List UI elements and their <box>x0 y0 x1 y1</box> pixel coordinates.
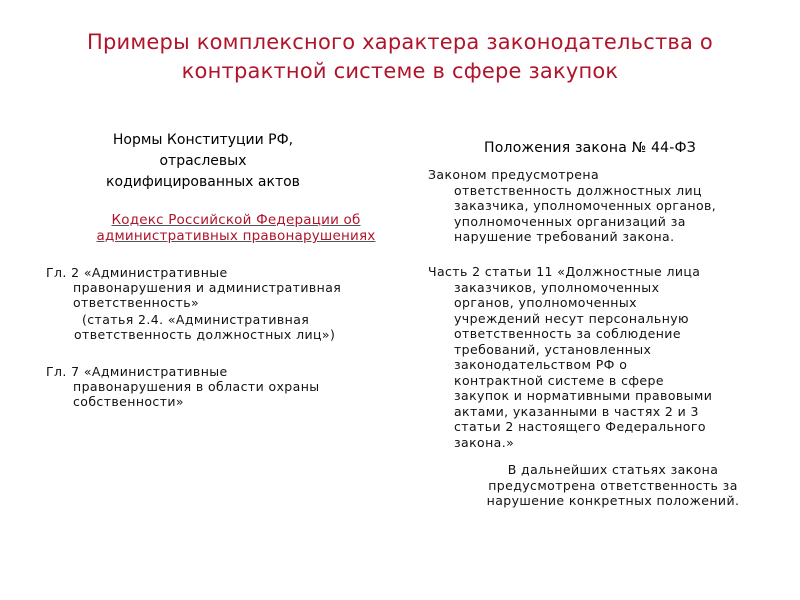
paragraph-line: заказчиков, уполномоченных <box>454 279 660 295</box>
paragraph-line: закупок и нормативными правовыми <box>454 388 713 403</box>
slide-title-line: Примеры комплексного характера законодательства о <box>87 30 713 54</box>
paragraph-line: правонарушения и административная <box>73 280 342 295</box>
paragraph-line: ответственность должностных лиц») <box>74 327 336 342</box>
paragraph-line: актами, указанными в частях 2 и 3 <box>454 403 699 419</box>
paragraph-line: органов, уполномоченных <box>454 295 637 310</box>
paragraph-line: собственности» <box>73 394 184 409</box>
paragraph-line: контрактной системе в сфере <box>454 372 664 388</box>
paragraph-line: заказчика, уполномоченных органов, <box>454 198 717 213</box>
right-paragraph-law-responsibility <box>428 167 773 245</box>
right-paragraph-further-articles <box>452 462 774 509</box>
paragraph-line: уполномоченных организаций за <box>454 213 686 229</box>
left-paragraph-article-2-4 <box>74 312 392 342</box>
paragraph-line: правонарушения в области охраны <box>73 379 320 394</box>
heading-line: Нормы Конституции РФ, <box>112 132 294 148</box>
paragraph-line: закона.» <box>454 434 515 450</box>
paragraph-line: Законом предусмотрена <box>428 167 600 182</box>
paragraph-line: ответственность за соблюдение <box>454 326 681 341</box>
paragraph-line: ответственность» <box>73 295 200 310</box>
heading-line: кодифицированных актов <box>106 174 300 190</box>
left-paragraph-chapter-7 <box>46 364 396 409</box>
paragraph-line: предусмотрена ответственность за <box>488 477 738 493</box>
paragraph-line: нарушение требований закона. <box>454 229 675 244</box>
paragraph-line: ответственность должностных лиц <box>454 182 702 198</box>
codex-link-line[interactable]: административных правонарушениях <box>96 228 376 244</box>
paragraph-line: Часть 2 статьи 11 «Должностные лица <box>428 264 701 279</box>
paragraph-line: законодательством РФ о <box>454 357 628 372</box>
slide-title <box>40 28 760 86</box>
codex-link[interactable] <box>76 212 396 244</box>
paragraph-line: (статья 2.4. «Административная <box>82 312 310 327</box>
codex-link-line[interactable]: Кодекс Российской Федерации об <box>111 212 361 228</box>
paragraph-line: В дальнейших статьях закона <box>507 462 719 477</box>
paragraph-line: учреждений несут персональную <box>454 310 689 326</box>
paragraph-line: Гл. 7 «Административные <box>46 364 228 379</box>
heading-line: отраслевых <box>159 153 247 169</box>
paragraph-line: нарушение конкретных положений. <box>486 493 740 508</box>
paragraph-line: Гл. 2 «Административные <box>46 265 228 280</box>
left-paragraph-chapter-2 <box>46 265 396 310</box>
slide-title-line: контрактной системе в сфере закупок <box>181 59 619 83</box>
paragraph-line: требований, установленных <box>454 341 652 357</box>
left-column-heading <box>62 130 344 193</box>
right-paragraph-article-11 <box>428 264 773 450</box>
right-column-heading: Положения закона № 44-ФЗ <box>484 140 696 156</box>
paragraph-line: статьи 2 настоящего Федерального <box>454 419 706 434</box>
